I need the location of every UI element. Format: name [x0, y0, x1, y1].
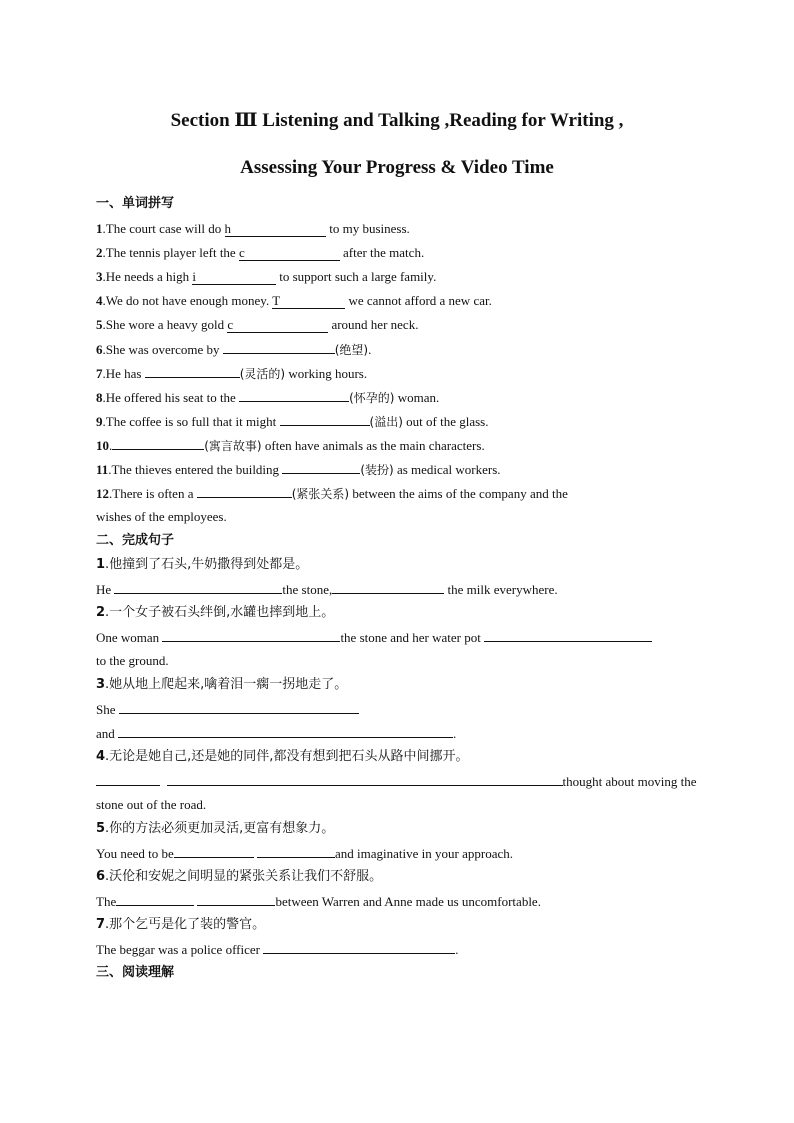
answer-blank[interactable]: c	[239, 245, 340, 261]
sentence-7-zh: 7.那个乞丐是化了装的警官。	[96, 917, 266, 932]
section-title-line1: Section Ⅲ Listening and Talking ,Reading for Writing ,	[170, 110, 624, 131]
vocab-item-8: 8.He offered his seat to the (怀孕的) woman.	[96, 390, 440, 405]
sentence-5-en: You need to be and imaginative in your approach.	[96, 846, 513, 861]
answer-blank[interactable]: i	[192, 269, 276, 285]
vocab-item-12-cont: wishes of the employees.	[96, 509, 227, 524]
answer-blank[interactable]	[257, 845, 335, 858]
answer-blank[interactable]: T	[272, 293, 345, 309]
sentence-4-en: thought about moving the	[96, 773, 696, 790]
vocab-item-7: 7.He has (灵活的) working hours.	[96, 366, 368, 381]
sentence-2-en: One woman the stone and her water pot	[96, 629, 652, 646]
answer-blank[interactable]	[239, 389, 349, 402]
sentence-3-zh: 3.她从地上爬起来,噙着泪一瘸一拐地走了。	[96, 677, 348, 692]
vocab-item-10: 10. (寓言故事) often have animals as the main characters.	[96, 438, 485, 453]
part3-heading: 三、阅读理解	[96, 965, 175, 980]
sentence-6-zh: 6.沃伦和安妮之间明显的紧张关系让我们不舒服。	[96, 869, 383, 884]
answer-blank[interactable]	[167, 773, 563, 786]
answer-blank[interactable]	[162, 629, 340, 642]
answer-blank[interactable]	[282, 461, 360, 474]
sentence-2-cont: to the ground.	[96, 653, 169, 668]
answer-blank[interactable]	[174, 845, 254, 858]
sentence-4-cont: stone out of the road.	[96, 797, 207, 812]
answer-blank[interactable]	[114, 581, 282, 594]
answer-blank[interactable]	[223, 341, 335, 354]
sentence-1-zh: 1.他撞到了石头,牛奶撒得到处都是。	[96, 557, 309, 572]
vocab-item-4: 4.We do not have enough money. T we cannot afford a new car.	[96, 293, 492, 308]
answer-blank[interactable]: h	[225, 221, 327, 237]
vocab-item-5: 5.She wore a heavy gold c around her neck.	[96, 317, 419, 332]
sentence-5-zh: 5.你的方法必须更加灵活,更富有想象力。	[96, 821, 335, 836]
answer-blank[interactable]	[96, 773, 160, 786]
vocab-item-12: 12.There is often a (紧张关系) between the aims of the company and the	[96, 486, 568, 501]
part1-heading: 一、单词拼写	[96, 196, 175, 211]
answer-blank[interactable]	[116, 893, 194, 906]
vocab-item-3: 3.He needs a high i to support such a large family.	[96, 269, 437, 284]
answer-blank[interactable]	[145, 365, 240, 378]
answer-blank[interactable]	[197, 893, 275, 906]
sentence-2-zh: 2.一个女子被石头绊倒,水罐也摔到地上。	[96, 605, 335, 620]
sentence-7-en: The beggar was a police officer .	[96, 942, 459, 957]
section-title-line2: Assessing Your Progress & Video Time	[240, 157, 554, 178]
answer-blank[interactable]	[197, 485, 292, 498]
sentence-6-en: The between Warren and Anne made us uncomfortable.	[96, 894, 541, 909]
answer-blank[interactable]	[280, 413, 370, 426]
answer-blank[interactable]	[112, 437, 204, 450]
sentence-3-en-a: She	[96, 701, 359, 718]
part2-heading: 二、完成句子	[96, 533, 175, 548]
sentence-4-zh: 4.无论是她自己,还是她的同伴,都没有想到把石头从路中间挪开。	[96, 749, 469, 764]
answer-blank[interactable]	[484, 629, 652, 642]
vocab-item-6: 6.She was overcome by (绝望).	[96, 342, 372, 357]
vocab-item-9: 9.The coffee is so full that it might (溢出) out of the glass.	[96, 414, 489, 429]
answer-blank[interactable]	[263, 941, 455, 954]
vocab-item-1: 1.The court case will do h to my business.	[96, 221, 410, 236]
sentence-1-en: He the stone, the milk everywhere.	[96, 582, 558, 597]
sentence-3-en-b: and .	[96, 726, 457, 741]
answer-blank[interactable]: c	[227, 317, 328, 333]
answer-blank[interactable]	[118, 725, 453, 738]
vocab-item-2: 2.The tennis player left the c after the match.	[96, 245, 425, 260]
vocab-item-11: 11.The thieves entered the building (装扮) as medical workers.	[96, 462, 501, 477]
answer-blank[interactable]	[332, 581, 444, 594]
answer-blank[interactable]	[119, 701, 359, 714]
